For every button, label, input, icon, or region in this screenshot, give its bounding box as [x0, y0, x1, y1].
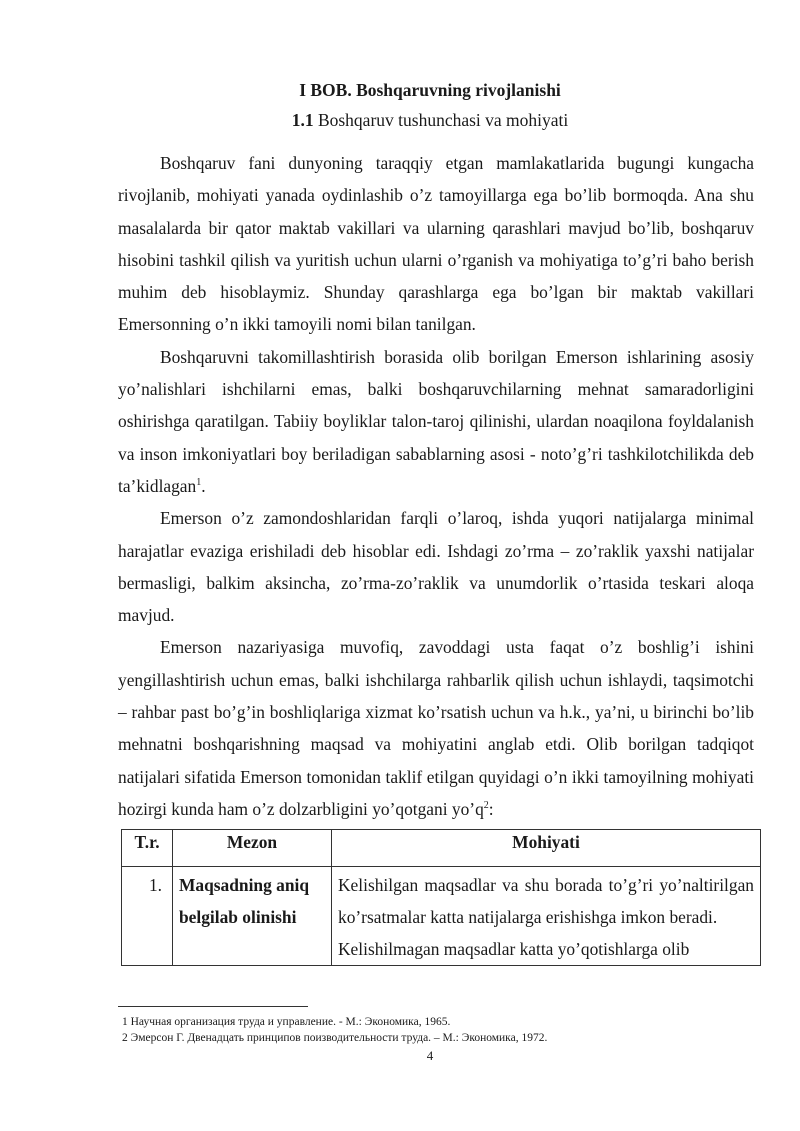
- section-heading: [0, 110, 800, 131]
- row-criterion: Maqsadning aniq belgilab olinishi: [173, 867, 332, 966]
- paragraph: [118, 502, 754, 631]
- header-criterion: Mezon: [173, 830, 332, 867]
- footnote-separator: [118, 1006, 308, 1007]
- paragraph-tail: .: [201, 475, 206, 496]
- section-title: Boshqaruv tushunchasi va mohiyati: [313, 110, 569, 130]
- paragraph-text: Emerson o’z zamondoshlaridan farqli o’laroq, ishda yuqori natijalarga minimal harajatlar evaziga erishiladi deb hisoblar edi. Ishdagi zo’rma – zo’raklik yaxshi natijalar bermasligi, balkim aksincha, zo’rma-zo’raklik va unumdorlik o’rtasida teskari aloqa mavjud.: [118, 508, 754, 626]
- footnote-2: 2 Эмерсон Г. Двенадцать принципов поизводительности труда. – М.: Экономика, 1972.: [122, 1032, 548, 1044]
- header-number: T.r.: [122, 830, 173, 867]
- table-row: [122, 867, 761, 966]
- description-text: Kelishilgan maqsadlar va shu borada to’g’ri yo’naltirilgan ko’rsatmalar katta natijalarga erishishga imkon beradi.: [338, 875, 754, 927]
- section-number: 1.1: [291, 110, 314, 130]
- footnote-ref[interactable]: 2: [483, 800, 489, 812]
- table-header-row: [122, 830, 761, 867]
- page-number: 4: [426, 1048, 434, 1063]
- footnote-1: 1 Научная организация труда и управление. - М.: Экономика, 1965.: [122, 1016, 451, 1028]
- paragraph-text: Boshqaruv fani dunyoning taraqqiy etgan mamlakatlarida bugungi kungacha rivojlanib, mohiyati yanada oydinlashib o’z tamoyillarga ega bo’lib bormoqda. Ana shu masalalarda bir qator maktab vakillari va ularning qarashlari mavjud bo’lib, boshqaruv hisobini tashkil qilish va yuritish uchun ularni o’rganish va mohiyatiga to’g’ri baho berish muhim deb hisoblaymiz. Shunday qarashlarga ega bo’lgan bir maktab vakillari Emersonning o’n ikki tamoyili nomi bilan tanilgan.: [118, 153, 754, 335]
- paragraph-text: Emerson nazariyasiga muvofiq, zavoddagi usta faqat o’z boshlig’i ishini yengillashtirish uchun emas, balki ishchilarga rahbarlik qilish uchun ishlaydi, taqsimotchi – rahbar past bo’g’in boshliqlariga xizmat ko’rsatish uchun va h.k., ya’ni, u birinchi bo’lib mehnatni boshqarishning maqsad va mohiyatini anglab etdi. Olib borilgan tadqiqot natijalari sifatida Emerson tomonidan taklif etilgan quyidagi o’n ikki tamoyilning mohiyati hozirgi kunda ham o’z dolzarbligini yo’qotgani yo’q: [118, 637, 754, 819]
- row-description: [332, 867, 761, 966]
- body-text: [118, 147, 754, 825]
- row-number: 1.: [122, 867, 173, 966]
- paragraph: [118, 147, 754, 341]
- paragraph-tail: :: [488, 798, 494, 819]
- paragraph: [118, 341, 754, 502]
- paragraph: [118, 631, 754, 825]
- description-continued: Kelishilmagan maqsadlar katta yo’qotishlarga olib: [338, 939, 690, 959]
- footnotes: [122, 1014, 762, 1046]
- footnote-ref[interactable]: 1: [196, 477, 202, 489]
- header-essence: Mohiyati: [332, 830, 761, 867]
- chapter-title: I BOB. Boshqaruvning rivojlanishi: [299, 80, 561, 100]
- paragraph-text: Boshqaruvni takomillashtirish borasida olib borilgan Emerson ishlarining asosiy yo’nalishlari ishchilarni emas, balki boshqaruvchilarning mehnat samaradorligini oshirishga qaratilgan. Tabiiy boyliklar talon-taroj qilinishi, ulardan noaqilona foyldalanish va inson imkoniyatlari boy beriladigan sabablarning asosi - noto’g’ri tashkilotchilikda deb ta’kidlagan: [118, 346, 754, 496]
- principles-table: [121, 829, 761, 966]
